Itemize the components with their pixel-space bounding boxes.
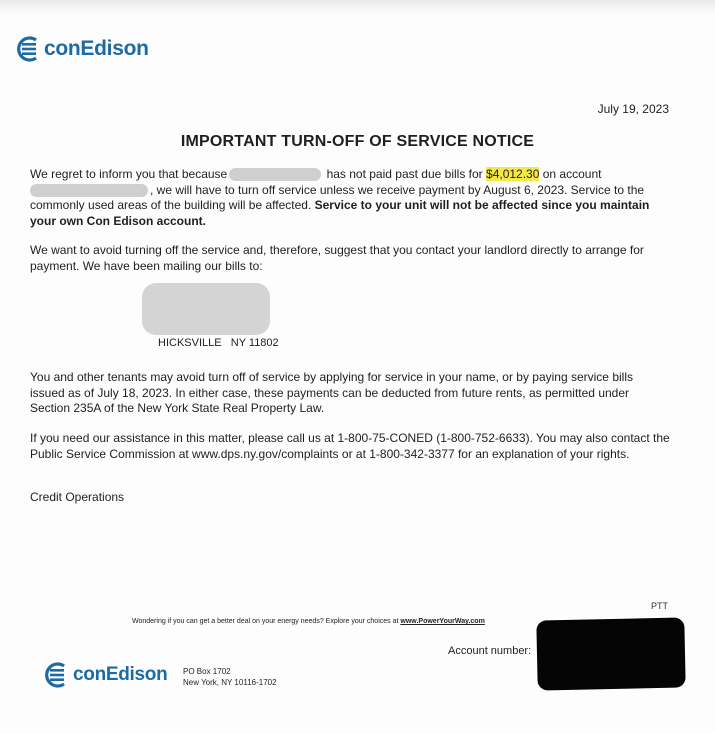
letter-date: July 19, 2023 (597, 102, 669, 116)
p1-text-b: has not paid past due bills for (326, 167, 483, 181)
signature: Credit Operations (30, 490, 125, 504)
paragraph-past-due (30, 167, 670, 229)
promo-line (132, 618, 485, 625)
notice-title: IMPORTANT TURN-OFF OF SERVICE NOTICE (180, 133, 535, 150)
footer-logo (42, 662, 167, 688)
p1-text-d: , we will have to turn off service unless we receive payment by August 6, 2023. Service to the commonly used areas of the building will be affected. (30, 182, 645, 212)
header-logo (14, 36, 149, 62)
redacted-account-number (536, 617, 685, 690)
paragraph-tenant-options: You and other tenants may avoid turn off of service by applying for service in your name, or by paying service bills issued as of July 18, 2023. In either case, these payments can be deducted from future rents, as permitted under Section 235A of the New York State Real Property Law. (30, 370, 633, 415)
past-due-amount: $4,012.30 (486, 167, 540, 181)
promo-link[interactable]: www.PowerYourWay.com (400, 618, 485, 625)
brand-name: conEdison (44, 37, 149, 60)
scan-shadow (0, 0, 715, 14)
paragraph-assistance: If you need our assistance in this matter, please call us at 1-800-75-CONED (1-800-752-6633). You may also contact the Public Service Commission at www.dps.ny.gov/complaints or at 1-800-342-3377 for an explanation of your rights. (30, 431, 670, 461)
po-line-1: PO Box 1702 (183, 667, 231, 676)
con-edison-logo-icon (14, 36, 40, 62)
account-number-label: Account number: (448, 645, 532, 657)
form-code: PTT (651, 601, 668, 611)
redacted-address (142, 283, 270, 335)
address-city-line: HICKSVILLE NY 11802 (158, 337, 279, 349)
p1-text-c: on account (542, 167, 602, 181)
po-line-2: New York, NY 10116-1702 (183, 678, 277, 687)
p1-text-a: We regret to inform you that because (30, 167, 228, 181)
p1-bold-statement: Service to your unit will not be affected since you maintain your own Con Edison account. (30, 198, 650, 228)
footer-brand-name: conEdison (73, 664, 168, 685)
redacted-name (229, 168, 321, 181)
promo-text: Wondering if you can get a better deal on your energy needs? Explore your choices at (132, 618, 399, 625)
paragraph-landlord: We want to avoid turning off the service and, therefore, suggest that you contact your landlord directly to arrange for payment. We have been mailing our bills to: (30, 243, 644, 273)
con-edison-logo-icon (42, 662, 68, 688)
po-box-address (183, 666, 277, 688)
redacted-account (30, 184, 148, 197)
